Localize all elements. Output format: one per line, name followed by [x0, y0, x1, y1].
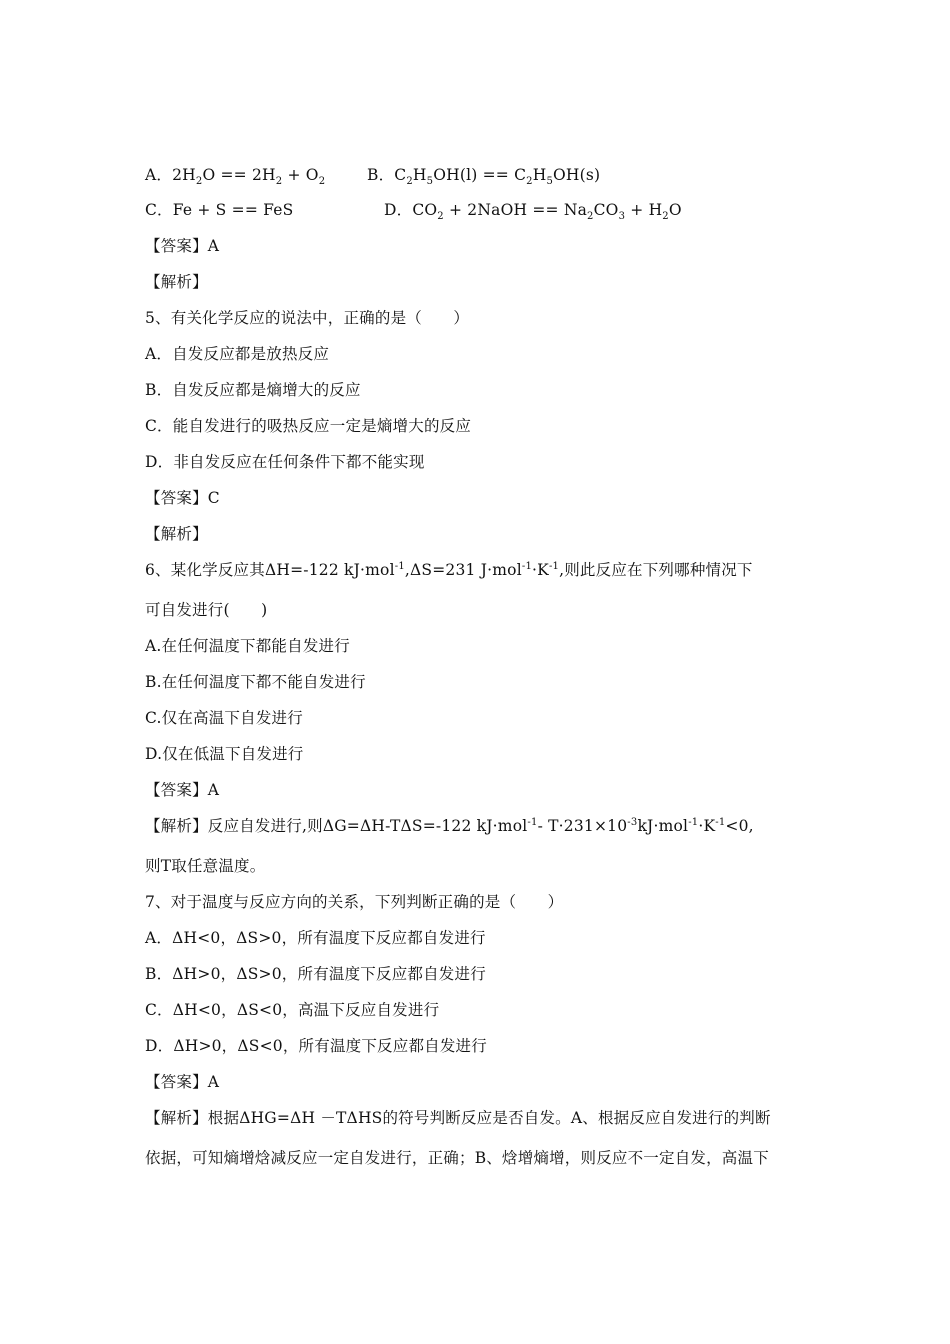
q6-option-b: B.在任何温度下都不能自发进行: [145, 673, 366, 691]
q5-option-b: B．自发反应都是熵增大的反应: [145, 381, 361, 399]
q5-option-d: D．非自发反应在任何条件下都不能实现: [145, 453, 425, 471]
q4-analysis: 【解析】: [145, 273, 208, 291]
q6-question-line2: 可自发进行( ): [145, 601, 268, 619]
q5-option-a: A．自发反应都是放热反应: [145, 345, 330, 363]
q7-option-b: B．ΔH>0，ΔS>0，所有温度下反应都自发进行: [145, 965, 486, 983]
q5-question: 5、有关化学反应的说法中，正确的是（ ）: [145, 309, 470, 327]
q4-option-c: C．Fe + S == FeS: [145, 201, 294, 219]
q7-analysis-line1: 【解析】根据ΔHG=ΔH －TΔHS的符号判断反应是否自发。A、根据反应自发进行的判断: [145, 1109, 771, 1127]
q6-answer: 【答案】A: [145, 781, 220, 799]
q4-option-d: D．$CO_2$ + 2NaOH == $Na_2CO_3 + H_2O$: [384, 201, 682, 223]
q4-option-b: B．$C_2H_5OH(l) == C_2H_5OH(s)$: [367, 166, 601, 188]
q4-option-a: A．$2H_2O == 2H_2 + O_2$: [145, 166, 326, 188]
q6-option-d: D.仅在低温下自发进行: [145, 745, 304, 763]
q7-option-d: D．ΔH>0，ΔS<0，所有温度下反应都自发进行: [145, 1037, 487, 1055]
q6-question-line1: 6、某化学反应其ΔH=-122 kJ·mol$^{-1}$,ΔS=231 $J\cdot mol^{-1}\cdot K^{-1}$,则此反应在下列哪种情况下: [145, 560, 753, 579]
q7-answer: 【答案】A: [145, 1073, 220, 1091]
q6-option-a: A.在任何温度下都能自发进行: [145, 637, 350, 655]
q6-option-c: C.仅在高温下自发进行: [145, 709, 303, 727]
q6-analysis-line1: 【解析】反应自发进行,则ΔG=ΔH-TΔS=-122 kJ·mol$^{-1}$- $T\cdot 231\times 10^{-3}kJ\cdot mol^{-1}\cdot K^{-1}<0$,: [145, 816, 754, 835]
q5-option-c: C．能自发进行的吸热反应一定是熵增大的反应: [145, 417, 472, 435]
q7-option-a: A．ΔH<0，ΔS>0，所有温度下反应都自发进行: [145, 929, 486, 947]
q7-question: 7、对于温度与反应方向的关系，下列判断正确的是（ ）: [145, 893, 564, 911]
q7-analysis-line2: 依据，可知熵增焓减反应一定自发进行，正确；B、焓增熵增，则反应不一定自发，高温下: [145, 1149, 769, 1167]
q5-answer: 【答案】C: [145, 489, 220, 507]
q5-analysis: 【解析】: [145, 525, 208, 543]
q7-option-c: C．ΔH<0，ΔS<0，高温下反应自发进行: [145, 1001, 440, 1019]
q6-analysis-line2: 则T取任意温度。: [145, 857, 266, 875]
q4-answer: 【答案】A: [145, 237, 220, 255]
